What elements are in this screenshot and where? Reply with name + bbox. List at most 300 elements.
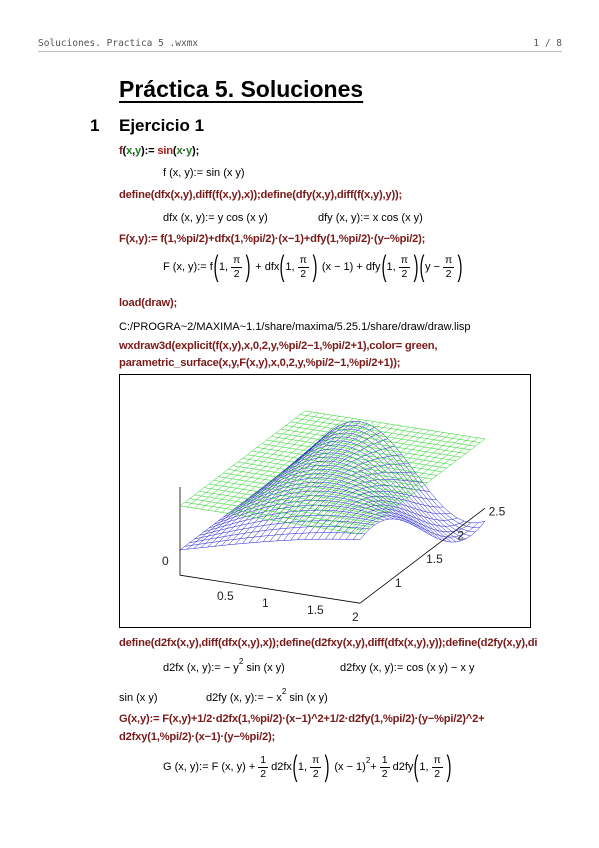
surface-F-mesh — [333, 472, 340, 473]
cell-3-input[interactable]: F(x,y):= f(1,%pi/2)+dfx(1,%pi/2)·(x−1)+dfy(1,%pi/2)·(y−%pi/2); — [119, 233, 426, 245]
surface-F-mesh — [285, 496, 292, 497]
surface-f-mesh — [268, 530, 273, 536]
surface-f-mesh — [425, 491, 432, 499]
surface-f-mesh — [249, 542, 256, 543]
expr-lhs: F (x, y):= f — [163, 261, 213, 273]
surface-F-mesh — [221, 478, 226, 482]
surface-F-mesh — [208, 497, 215, 498]
surface-F-mesh — [391, 460, 398, 461]
right-paren: ) — [324, 750, 330, 783]
surface-F-mesh — [224, 500, 229, 504]
surface-F-mesh — [348, 435, 355, 436]
surface-f-mesh — [266, 530, 273, 531]
surface-F-mesh — [376, 423, 381, 427]
surface-F-mesh — [329, 494, 336, 495]
surface-F-mesh — [314, 470, 319, 474]
surface-F-mesh — [417, 459, 424, 460]
surface-F-mesh — [300, 411, 305, 415]
surface-F-mesh — [449, 456, 454, 460]
surface-F-mesh — [262, 444, 269, 445]
surface-F-mesh — [378, 488, 385, 489]
surface-F-mesh — [353, 432, 360, 433]
surface-F-mesh — [265, 463, 270, 467]
surface-F-mesh — [454, 452, 459, 456]
surface-F-mesh — [299, 437, 304, 441]
surface-f-mesh — [330, 483, 337, 484]
cell-5-input-line-2[interactable]: parametric_surface(x,y,F(x,y),x,0,2,y,%pi/2−1,%pi/2+1)); — [119, 357, 401, 369]
surface-F-mesh — [303, 507, 310, 508]
surface-F-mesh — [246, 481, 253, 482]
surface-f-mesh — [356, 513, 363, 514]
surface-F-mesh — [244, 476, 251, 477]
surface-F-mesh — [257, 488, 262, 492]
surface-F-mesh — [330, 424, 337, 425]
surface-f-mesh — [448, 520, 455, 525]
surface-F-mesh — [259, 509, 266, 510]
surface-f-mesh — [215, 546, 222, 547]
surface-F-mesh — [397, 443, 404, 444]
surface-F-mesh — [294, 441, 299, 445]
surface-F-mesh — [214, 480, 221, 481]
surface-F-mesh — [415, 438, 420, 442]
surface-F-mesh — [366, 456, 371, 460]
surface-F-mesh — [235, 470, 242, 471]
surface-f-mesh — [252, 531, 259, 532]
surface-F-mesh — [428, 470, 435, 471]
surface-F-mesh — [325, 427, 332, 428]
surface-F-mesh — [444, 460, 449, 464]
surface-F-mesh — [208, 493, 213, 497]
surface-F-mesh — [261, 453, 266, 457]
surface-F-mesh — [430, 430, 437, 431]
surface-F-mesh — [281, 429, 288, 430]
surface-F-mesh — [358, 516, 365, 517]
surface-F-mesh — [422, 439, 427, 443]
surface-F-mesh — [304, 424, 311, 425]
expr-rhs: sin (x y) — [243, 662, 285, 674]
surface-f-mesh — [367, 497, 372, 498]
surface-F-mesh — [292, 453, 299, 454]
surface-F-mesh — [316, 435, 323, 436]
surface-F-mesh — [363, 526, 370, 527]
surface-f-mesh — [359, 504, 364, 506]
surface-F-mesh — [447, 451, 452, 455]
surface-f-mesh — [332, 533, 337, 539]
surface-F-mesh — [466, 440, 473, 441]
cell-6-output-wrap: sin (x y) — [119, 692, 158, 704]
surface-F-mesh — [336, 495, 343, 496]
surface-F-mesh — [412, 459, 417, 463]
surface-f-mesh — [266, 525, 271, 531]
surface-f-mesh — [473, 523, 478, 528]
surface-f-mesh — [453, 518, 458, 519]
surface-F-mesh — [278, 438, 285, 439]
surface-f-mesh — [430, 491, 437, 499]
surface-f-mesh — [332, 488, 339, 489]
surface-F-mesh — [471, 446, 476, 450]
surface-f-mesh — [351, 429, 358, 430]
surface-F-mesh — [185, 502, 192, 503]
surface-f-mesh — [382, 517, 389, 520]
surface-F-mesh — [459, 449, 464, 453]
surface-F-mesh — [190, 495, 195, 499]
surface-F-mesh — [323, 524, 330, 525]
surface-F-mesh — [284, 461, 289, 465]
surface-F-mesh — [280, 509, 285, 513]
surface-F-mesh — [409, 467, 414, 471]
y-tick-label: 1.5 — [426, 552, 443, 567]
surface-F-mesh — [219, 508, 226, 509]
expr-arg: 1, — [285, 261, 295, 273]
3d-plot[interactable] — [119, 374, 531, 628]
surface-F-mesh — [246, 494, 253, 495]
surface-f-mesh — [300, 521, 305, 527]
surface-F-mesh — [335, 464, 342, 465]
surface-f-mesh — [347, 508, 354, 509]
right-paren: ) — [245, 250, 251, 283]
surface-F-mesh — [420, 438, 427, 439]
surface-F-mesh — [392, 430, 397, 434]
fraction-one-half — [258, 754, 268, 781]
surface-F-mesh — [276, 433, 283, 434]
surface-F-mesh — [269, 441, 274, 445]
surface-f-mesh — [338, 502, 345, 503]
surface-F-mesh — [268, 471, 275, 472]
surface-F-mesh — [232, 479, 239, 480]
surface-F-mesh — [289, 448, 296, 449]
surface-F-mesh — [273, 512, 280, 513]
token: ( — [122, 145, 127, 157]
surface-F-mesh — [457, 448, 464, 449]
surface-F-mesh — [402, 466, 407, 470]
surface-F-mesh — [194, 508, 201, 509]
surface-F-mesh — [471, 437, 478, 438]
surface-F-mesh — [228, 466, 233, 470]
cell-7-input-line-1[interactable]: G(x,y):= F(x,y)+1/2·d2fx(1,%pi/2)·(x−1)^2+1/2·d2fy(1,%pi/2)·(y−%pi/2)^2+ — [119, 713, 485, 725]
surface-F-mesh — [279, 465, 284, 469]
surface-F-mesh — [356, 423, 363, 424]
surface-F-mesh — [432, 435, 439, 436]
surface-F-mesh — [228, 482, 235, 483]
surface-F-mesh — [271, 450, 278, 451]
surface-f-mesh — [268, 535, 275, 536]
surface-F-mesh — [416, 472, 423, 473]
surface-F-mesh — [473, 438, 478, 442]
surface-F-mesh — [234, 484, 241, 485]
surface-F-mesh — [359, 442, 364, 446]
surface-F-mesh — [373, 444, 378, 448]
surface-F-mesh — [268, 458, 275, 459]
surface-F-mesh — [271, 433, 276, 437]
surface-F-mesh — [328, 415, 333, 419]
surface-F-mesh — [190, 499, 197, 500]
surface-F-mesh — [294, 444, 301, 445]
surface-F-mesh — [309, 417, 314, 421]
surface-f-mesh — [305, 533, 310, 540]
expr-lhs: d2fx (x, y):= − y — [163, 662, 239, 674]
surface-F-mesh — [332, 425, 337, 429]
surface-F-mesh — [419, 464, 426, 465]
surface-F-mesh — [338, 439, 343, 443]
surface-F-mesh — [461, 454, 466, 458]
surface-F-mesh — [218, 486, 223, 490]
surface-f-mesh — [365, 519, 372, 520]
surface-F-mesh — [386, 463, 393, 464]
surface-F-mesh — [273, 438, 278, 442]
surface-F-mesh — [265, 479, 272, 480]
surface-F-mesh — [277, 521, 284, 522]
surface-F-mesh — [346, 471, 351, 475]
surface-F-mesh — [187, 503, 192, 507]
section-title: Ejercicio 1 — [119, 116, 205, 135]
surface-F-mesh — [323, 419, 328, 423]
surface-F-mesh — [316, 523, 323, 524]
surface-F-mesh — [248, 486, 255, 487]
surface-F-mesh — [459, 436, 464, 440]
surface-F-mesh — [257, 444, 262, 448]
surface-f-mesh — [278, 523, 285, 524]
surface-F-mesh — [215, 495, 220, 499]
surface-F-mesh — [304, 420, 309, 424]
surface-f-mesh — [293, 522, 298, 528]
surface-F-mesh — [413, 437, 420, 438]
numerator: π — [299, 253, 307, 266]
token: ):= — [141, 145, 158, 157]
surface-F-mesh — [312, 523, 317, 527]
surface-F-mesh — [291, 418, 296, 422]
surface-F-mesh — [443, 446, 450, 447]
surface-F-mesh — [259, 452, 266, 453]
surface-F-mesh — [278, 504, 283, 508]
cell-2-input[interactable]: define(dfx(x,y),diff(f(x,y),x));define(dfy(x,y),diff(f(x,y),y)); — [119, 189, 403, 201]
surface-F-mesh — [435, 454, 440, 458]
surface-F-mesh — [233, 466, 240, 467]
surface-F-mesh — [261, 466, 266, 470]
cell-6-input[interactable]: define(d2fx(x,y),diff(dfx(x,y),x));define(d2fxy(x,y),diff(dfx(x,y),y));define(d2fy(x,y),di — [119, 637, 538, 649]
surface-F-mesh — [351, 427, 358, 428]
surface-F-mesh — [254, 452, 259, 456]
exponent: 2 — [365, 755, 371, 765]
surface-f-mesh — [263, 536, 268, 542]
cell-1-input[interactable] — [119, 145, 199, 157]
surface-F-mesh — [447, 455, 454, 456]
surface-F-mesh — [360, 420, 367, 421]
surface-F-mesh — [222, 499, 229, 500]
surface-F-mesh — [266, 450, 271, 454]
surface-F-mesh — [443, 432, 450, 433]
surface-F-mesh — [401, 435, 406, 439]
surface-F-mesh — [358, 526, 363, 530]
surface-F-mesh — [368, 522, 375, 523]
surface-F-mesh — [245, 459, 250, 463]
surface-F-mesh — [209, 484, 216, 485]
surface-f-mesh — [468, 527, 473, 531]
surface-F-mesh — [276, 446, 283, 447]
expr-lhs: d2fy (x, y):= − x — [206, 692, 282, 704]
surface-F-mesh — [307, 425, 312, 429]
surface-F-mesh — [263, 458, 268, 462]
section-number: 1 — [90, 116, 100, 135]
surface-F-mesh — [211, 489, 218, 490]
surface-F-mesh — [268, 467, 273, 471]
surface-F-mesh — [325, 529, 332, 530]
surface-F-mesh — [383, 437, 388, 441]
surface-F-mesh — [440, 450, 445, 454]
surface-f-mesh — [301, 506, 306, 511]
surface-F-mesh — [273, 454, 280, 455]
surface-F-mesh — [347, 506, 354, 507]
surface-F-mesh — [290, 479, 297, 480]
surface-F-mesh — [404, 431, 411, 432]
surface-F-mesh — [243, 455, 248, 459]
surface-f-mesh — [379, 520, 384, 522]
surface-f-mesh — [259, 530, 266, 531]
surface-f-mesh — [343, 441, 350, 442]
surface-F-mesh — [321, 418, 328, 419]
surface-F-mesh — [232, 488, 237, 492]
page-indicator: 1 / 8 — [533, 38, 562, 49]
surface-F-mesh — [419, 460, 424, 464]
surface-F-mesh — [407, 463, 412, 467]
surface-F-mesh — [331, 451, 336, 455]
surface-F-mesh — [298, 524, 305, 525]
surface-F-mesh — [435, 471, 442, 472]
surface-F-mesh — [296, 446, 301, 450]
surface-F-mesh — [445, 450, 452, 451]
surface-F-mesh — [261, 514, 268, 515]
surface-f-mesh — [240, 538, 247, 539]
surface-f-mesh — [394, 480, 401, 488]
surface-F-mesh — [303, 517, 308, 521]
surface-F-mesh — [299, 485, 306, 486]
surface-f-mesh — [475, 527, 480, 532]
surface-F-mesh — [241, 494, 246, 498]
surface-F-mesh — [338, 443, 345, 444]
surface-F-mesh — [390, 438, 395, 442]
surface-F-mesh — [222, 512, 229, 513]
cell-3-output — [163, 252, 463, 282]
surface-F-mesh — [421, 469, 428, 470]
surface-F-mesh — [418, 433, 425, 434]
token: y — [186, 145, 193, 157]
surface-F-mesh — [410, 458, 417, 459]
surface-F-mesh — [419, 451, 426, 452]
fraction-pi-over-2 — [432, 754, 443, 781]
surface-F-mesh — [249, 456, 254, 460]
surface-F-mesh — [408, 437, 413, 441]
surface-f-mesh — [323, 482, 330, 483]
token: · — [182, 145, 187, 157]
surface-F-mesh — [343, 509, 350, 510]
token: y — [135, 145, 142, 157]
surface-F-mesh — [404, 427, 409, 431]
surface-F-mesh — [403, 440, 408, 444]
surface-F-mesh — [396, 456, 403, 457]
surface-F-mesh — [230, 470, 235, 474]
surface-f-mesh — [464, 531, 469, 534]
surface-F-mesh — [213, 507, 220, 508]
surface-F-mesh — [247, 468, 254, 469]
surface-f-mesh — [323, 527, 328, 533]
cell-5-input-line-1[interactable]: wxdraw3d(explicit(f(x,y),x,0,2,y,%pi/2−1,%pi/2+1),color= green, — [119, 340, 438, 352]
surface-F-mesh — [284, 518, 289, 522]
surface-F-mesh — [313, 430, 320, 431]
surface-F-mesh — [273, 451, 278, 455]
surface-F-mesh — [415, 451, 420, 455]
surface-F-mesh — [308, 443, 313, 447]
surface-F-mesh — [456, 457, 461, 461]
surface-F-mesh — [216, 481, 221, 485]
surface-F-mesh — [423, 470, 428, 474]
expr-term: + — [370, 761, 377, 773]
surface-F-mesh — [427, 439, 434, 440]
surface-F-mesh — [210, 498, 215, 502]
surface-F-mesh — [377, 454, 382, 458]
surface-F-mesh — [335, 477, 342, 478]
surface-F-mesh — [371, 443, 378, 444]
surface-f-mesh — [299, 491, 306, 492]
fraction-pi-over-2 — [399, 254, 410, 281]
surface-f-mesh — [287, 528, 294, 529]
surface-F-mesh — [390, 425, 395, 429]
surface-f-mesh — [256, 536, 261, 542]
surface-F-mesh — [446, 437, 453, 438]
surface-F-mesh — [423, 429, 430, 430]
surface-F-mesh — [256, 457, 261, 461]
surface-F-mesh — [302, 476, 309, 477]
cell-6-output-d2fy — [206, 687, 328, 704]
surface-f-mesh — [289, 528, 294, 534]
surface-f-mesh — [450, 526, 457, 531]
surface-f-mesh — [325, 487, 332, 488]
surface-F-mesh — [242, 512, 247, 516]
surface-f-mesh — [346, 433, 353, 434]
surface-F-mesh — [333, 469, 338, 473]
surface-F-mesh — [259, 449, 264, 453]
surface-F-mesh — [415, 454, 422, 455]
surface-f-mesh — [388, 456, 393, 457]
surface-f-mesh — [464, 534, 471, 536]
surface-F-mesh — [295, 415, 300, 419]
surface-F-mesh — [381, 480, 388, 481]
surface-F-mesh — [314, 413, 319, 417]
surface-f-mesh — [325, 533, 330, 540]
cell-4-input[interactable]: load(draw); — [119, 297, 178, 309]
surface-f-mesh — [427, 499, 434, 507]
surface-F-mesh — [390, 442, 397, 443]
surface-F-mesh — [405, 462, 412, 463]
cell-6-output-d2fxy: d2fxy (x, y):= cos (x y) − x y — [340, 662, 475, 674]
surface-F-mesh — [440, 463, 445, 467]
surface-F-mesh — [300, 415, 307, 416]
surface-F-mesh — [307, 429, 314, 430]
expr-term: d2fy — [392, 761, 414, 773]
surface-F-mesh — [394, 438, 401, 439]
surface-F-mesh — [231, 501, 236, 505]
cell-7-input-line-2[interactable]: d2fxy(1,%pi/2)·(x−1)·(y−%pi/2); — [119, 731, 276, 743]
surface-F-mesh — [187, 507, 194, 508]
surface-F-mesh — [311, 421, 316, 425]
surface-F-mesh — [225, 487, 230, 491]
surface-F-mesh — [385, 486, 390, 490]
token: ( — [172, 145, 177, 157]
surface-F-mesh — [333, 415, 340, 416]
surface-F-mesh — [304, 437, 311, 438]
surface-F-mesh — [468, 441, 473, 445]
surface-F-mesh — [214, 477, 219, 481]
surface-F-mesh — [408, 453, 415, 454]
surface-F-mesh — [292, 449, 297, 453]
